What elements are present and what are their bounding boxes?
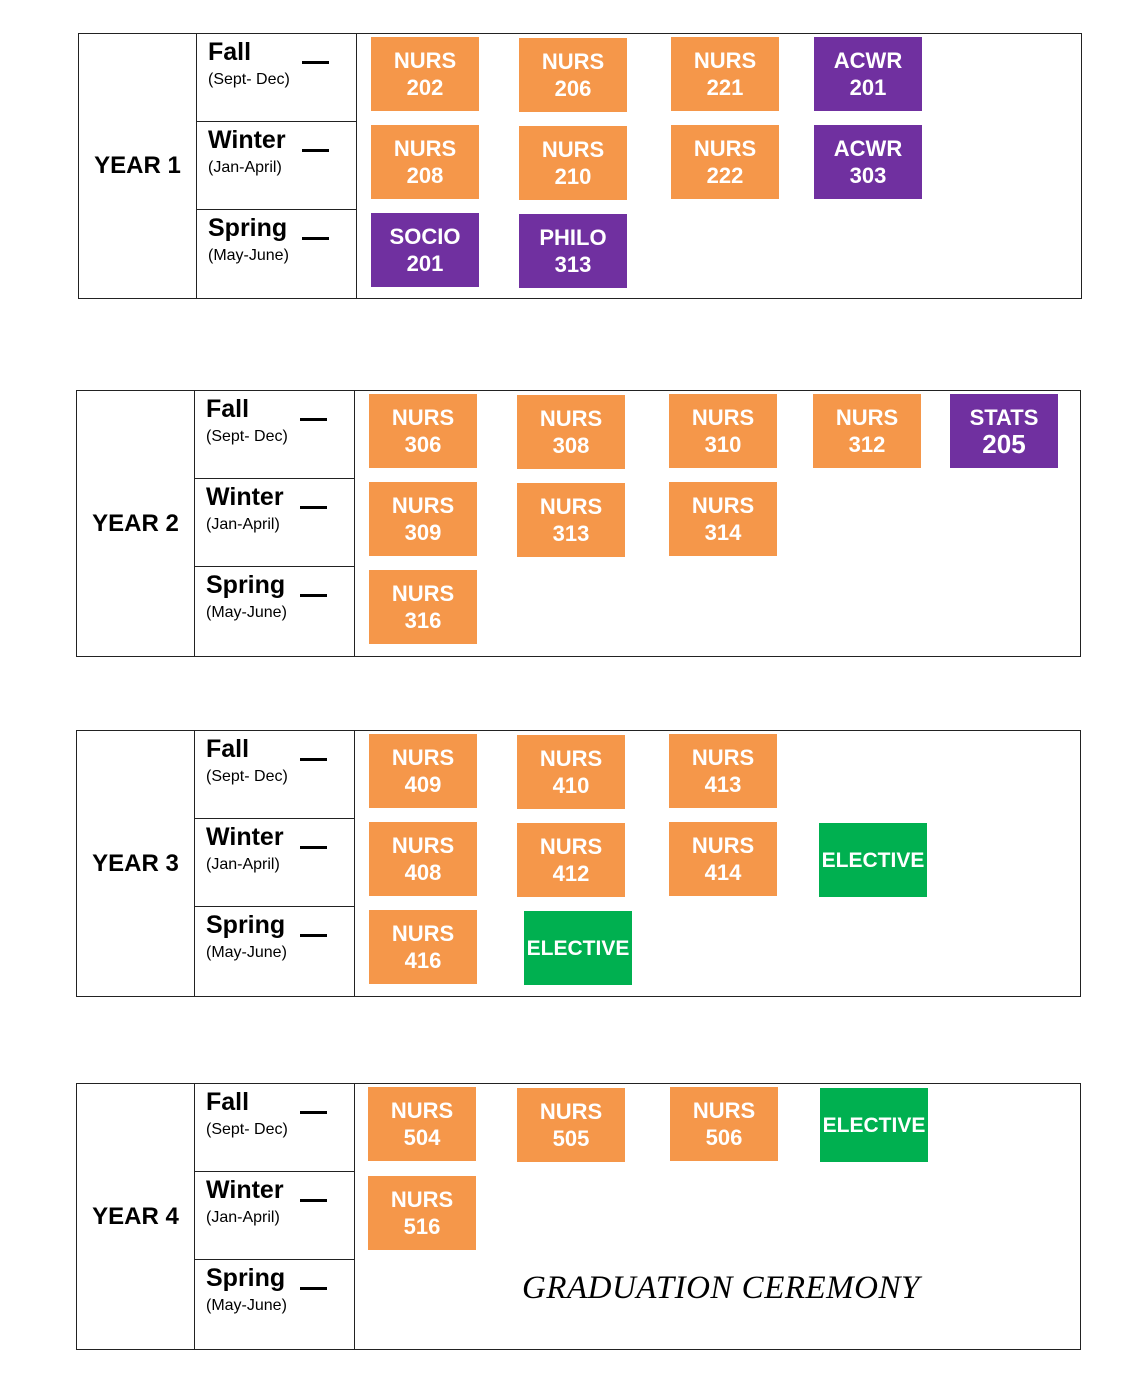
course-number: 222 xyxy=(706,163,744,188)
semester-range: (May-June) xyxy=(206,944,287,961)
course-box xyxy=(814,37,922,111)
semester-column xyxy=(194,1084,355,1349)
semester-range: (Sept- Dec) xyxy=(206,768,288,785)
semester-name: Spring xyxy=(206,1264,286,1292)
course-box xyxy=(369,734,477,808)
course-box xyxy=(369,482,477,556)
course-box xyxy=(671,125,779,199)
elective-box xyxy=(820,1088,928,1162)
course-box xyxy=(369,570,477,644)
course-box xyxy=(369,394,477,468)
course-dept: NURS xyxy=(693,48,757,73)
course-box xyxy=(368,1176,476,1250)
course-box xyxy=(371,213,479,287)
course-number: 409 xyxy=(404,772,442,797)
course-number: 306 xyxy=(404,432,442,457)
course-number: 202 xyxy=(406,75,444,100)
semester-name: Fall xyxy=(206,735,250,763)
semester-spring xyxy=(194,1260,354,1348)
course-dept: NURS xyxy=(691,833,755,858)
course-number: 308 xyxy=(552,433,590,458)
semester-name: Fall xyxy=(208,38,252,66)
course-box xyxy=(669,734,777,808)
course-box xyxy=(519,126,627,200)
course-dept: ACWR xyxy=(833,136,903,161)
elective-box xyxy=(819,823,927,897)
semester-range: (Jan-April) xyxy=(206,1209,280,1226)
course-box xyxy=(368,1087,476,1161)
course-box xyxy=(669,482,777,556)
course-dept: NURS xyxy=(393,48,457,73)
course-dept: NURS xyxy=(390,1187,454,1212)
year-label: YEAR 2 xyxy=(77,391,195,656)
semester-winter xyxy=(196,122,356,210)
course-number: 201 xyxy=(406,251,444,276)
course-number: 221 xyxy=(706,75,744,100)
graduation-ceremony-text: GRADUATION CEREMONY xyxy=(522,1270,920,1306)
semester-range: (May-June) xyxy=(206,604,287,621)
course-number: 316 xyxy=(404,608,442,633)
semester-spring xyxy=(194,907,354,995)
course-number: 412 xyxy=(552,861,590,886)
semester-spring xyxy=(194,567,354,655)
course-number: 303 xyxy=(849,163,887,188)
course-box xyxy=(519,214,627,288)
course-number: 506 xyxy=(705,1125,743,1150)
course-box xyxy=(517,395,625,469)
course-box xyxy=(519,38,627,112)
course-number: 208 xyxy=(406,163,444,188)
course-dept: NURS xyxy=(391,745,455,770)
course-box xyxy=(670,1087,778,1161)
course-number: 410 xyxy=(552,773,590,798)
course-dept: NURS xyxy=(541,137,605,162)
semester-name: Spring xyxy=(206,571,286,599)
semester-column xyxy=(194,731,355,996)
course-dept: NURS xyxy=(391,833,455,858)
course-number: 408 xyxy=(404,860,442,885)
course-box xyxy=(517,823,625,897)
course-dept: NURS xyxy=(541,49,605,74)
semester-column xyxy=(196,34,357,298)
course-number: 205 xyxy=(982,429,1026,459)
course-dept: NURS xyxy=(539,746,603,771)
elective-label: ELECTIVE xyxy=(822,1113,926,1137)
dash-line xyxy=(300,1111,327,1114)
semester-name: Spring xyxy=(206,911,286,939)
dash-line xyxy=(300,1199,327,1202)
course-dept: STATS xyxy=(969,405,1039,430)
dash-line xyxy=(300,934,327,937)
course-number: 310 xyxy=(704,432,742,457)
course-number: 504 xyxy=(403,1125,441,1150)
course-box xyxy=(369,822,477,896)
course-dept: ACWR xyxy=(833,48,903,73)
course-number: 416 xyxy=(404,948,442,973)
semester-winter xyxy=(194,819,354,907)
course-box xyxy=(371,37,479,111)
semester-range: (Jan-April) xyxy=(208,159,282,176)
semester-name: Spring xyxy=(208,214,288,242)
course-number: 201 xyxy=(849,75,887,100)
dash-line xyxy=(302,149,329,152)
semester-name: Winter xyxy=(206,1176,284,1204)
course-dept: NURS xyxy=(391,581,455,606)
semester-fall xyxy=(194,731,354,819)
semester-range: (Jan-April) xyxy=(206,856,280,873)
course-number: 516 xyxy=(403,1214,441,1239)
course-dept: NURS xyxy=(692,1098,756,1123)
semester-range: (Jan-April) xyxy=(206,516,280,533)
course-dept: NURS xyxy=(539,1099,603,1124)
course-number: 309 xyxy=(404,520,442,545)
elective-box xyxy=(524,911,632,985)
course-box xyxy=(669,822,777,896)
course-dept: NURS xyxy=(393,136,457,161)
semester-column xyxy=(194,391,355,656)
course-dept: NURS xyxy=(693,136,757,161)
course-number: 210 xyxy=(554,164,592,189)
dash-line xyxy=(300,418,327,421)
course-dept: NURS xyxy=(539,494,603,519)
course-number: 313 xyxy=(554,252,592,277)
course-box xyxy=(517,1088,625,1162)
course-dept: NURS xyxy=(835,405,899,430)
course-number: 313 xyxy=(552,521,590,546)
semester-range: (Sept- Dec) xyxy=(206,428,288,445)
course-dept: NURS xyxy=(391,493,455,518)
course-box xyxy=(669,394,777,468)
course-box xyxy=(950,394,1058,468)
course-dept: NURS xyxy=(539,406,603,431)
course-number: 312 xyxy=(848,432,886,457)
semester-range: (May-June) xyxy=(206,1297,287,1314)
course-number: 505 xyxy=(552,1126,590,1151)
course-dept: NURS xyxy=(691,493,755,518)
elective-label: ELECTIVE xyxy=(526,936,630,960)
dash-line xyxy=(300,594,327,597)
dash-line xyxy=(300,1287,327,1290)
course-number: 206 xyxy=(554,76,592,101)
semester-name: Fall xyxy=(206,395,250,423)
elective-label: ELECTIVE xyxy=(821,848,925,872)
dash-line xyxy=(302,61,329,64)
course-box xyxy=(813,394,921,468)
course-box xyxy=(671,37,779,111)
dash-line xyxy=(302,237,329,240)
course-number: 413 xyxy=(704,772,742,797)
year-label: YEAR 4 xyxy=(77,1084,195,1349)
course-box xyxy=(517,483,625,557)
year-label: YEAR 3 xyxy=(77,731,195,996)
course-box xyxy=(517,735,625,809)
semester-winter xyxy=(194,1172,354,1260)
course-dept: NURS xyxy=(390,1098,454,1123)
semester-name: Winter xyxy=(206,483,284,511)
dash-line xyxy=(300,846,327,849)
course-box xyxy=(369,910,477,984)
course-dept: SOCIO xyxy=(389,224,461,249)
course-dept: NURS xyxy=(691,405,755,430)
course-number: 314 xyxy=(704,520,742,545)
course-dept: NURS xyxy=(391,921,455,946)
semester-fall xyxy=(196,34,356,122)
semester-fall xyxy=(194,1084,354,1172)
semester-range: (Sept- Dec) xyxy=(206,1121,288,1138)
course-dept: PHILO xyxy=(539,225,607,250)
semester-name: Fall xyxy=(206,1088,250,1116)
semester-range: (Sept- Dec) xyxy=(208,71,290,88)
dash-line xyxy=(300,506,327,509)
course-dept: NURS xyxy=(391,405,455,430)
semester-winter xyxy=(194,479,354,567)
course-dept: NURS xyxy=(539,834,603,859)
semester-fall xyxy=(194,391,354,479)
course-box xyxy=(371,125,479,199)
dash-line xyxy=(300,758,327,761)
semester-range: (May-June) xyxy=(208,247,289,264)
semester-name: Winter xyxy=(206,823,284,851)
semester-spring xyxy=(196,210,356,298)
course-number: 414 xyxy=(704,860,742,885)
course-dept: NURS xyxy=(691,745,755,770)
course-box xyxy=(814,125,922,199)
year-label: YEAR 1 xyxy=(79,34,197,298)
semester-name: Winter xyxy=(208,126,286,154)
